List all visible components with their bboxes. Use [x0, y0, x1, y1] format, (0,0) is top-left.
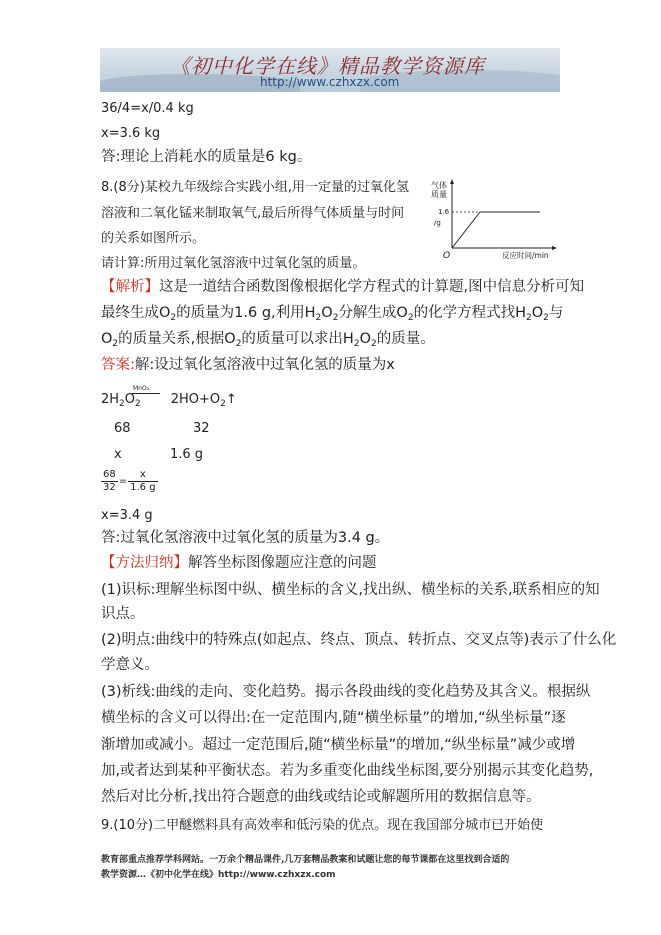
subscript: 2 — [119, 399, 125, 409]
analysis-text: 这是一道结合函数图像根据化学方程式的计算题,图中信息分析可知 — [159, 279, 585, 295]
text: 的质量为1.6 g,利用H — [176, 305, 316, 321]
subscript: 2 — [526, 313, 532, 323]
gas-mass-chart — [430, 176, 560, 260]
x-axis-arrow — [552, 246, 557, 250]
text: 的质量可以求出H — [241, 331, 354, 347]
text: O — [359, 331, 371, 347]
method-tag: 【方法归纳】 — [101, 555, 188, 571]
subscript: 2 — [353, 339, 360, 349]
subscript: 2 — [170, 313, 177, 323]
method-line: 识点。 — [101, 606, 145, 622]
header-banner — [100, 48, 560, 92]
method-line: 然后对比分析,找出符合题意的曲线或结论或解题所用的数据信息等。 — [101, 789, 541, 805]
text-line: x=3.4 g — [101, 508, 153, 523]
text: 的质量关系,根据O — [118, 331, 236, 347]
answer-tag: 答案: — [101, 357, 135, 373]
text-line: 答:理论上消耗水的质量是6 kg。 — [101, 149, 312, 165]
answer-text: 解:设过氧化氢溶液中过氧化氢的质量为x — [134, 357, 395, 373]
method-line: 加,或者达到某种平衡状态。若为多重变化曲线坐标图,要分别揭示其变化趋势, — [101, 763, 594, 779]
question-8-line: 请计算:所用过氧化氢溶液中过氧化氢的质量。 — [101, 256, 366, 271]
method-line: (2)明点:曲线中的特殊点(如起点、终点、顶点、转折点、交叉点等)表示了什么化 — [101, 632, 617, 648]
subscript: 2 — [315, 313, 322, 323]
catalyst-label: MnO₂ — [133, 385, 150, 392]
fraction-numerator: 68 — [103, 469, 116, 480]
analysis-line — [101, 331, 435, 353]
page-footer — [101, 853, 581, 883]
fraction-denominator: 1.6 g — [130, 482, 156, 493]
fraction-numerator: x — [128, 469, 157, 482]
text: O — [531, 305, 544, 321]
subscript: 2 — [407, 313, 414, 323]
text: 与 — [548, 305, 564, 321]
ratio-value: 68 — [114, 421, 131, 436]
gas-arrow-icon: ↑ — [225, 392, 237, 407]
y-axis-label-2: 质量 — [431, 190, 447, 199]
rise-segment — [452, 212, 480, 248]
equals-sign: = — [118, 476, 128, 487]
banner-title: 《初中化学在线》精品教学资源库 — [170, 54, 485, 78]
text-line: 36/4=x/0.4 kg — [101, 101, 194, 116]
subscript: 2 — [370, 339, 377, 349]
y-axis-label-1: 气体 — [431, 181, 447, 190]
subscript: 2 — [135, 399, 141, 409]
text: O — [124, 392, 136, 407]
text: O+O — [188, 392, 221, 407]
footer-line: 教育部重点推荐学科网站。一万余个精品课件,几万套精品教案和试题让您的每节课都在这里找到合适的 — [101, 855, 510, 865]
analysis-line — [101, 279, 584, 296]
question-8-line: 8.(8分)某校九年级综合实践小组,用一定量的过氧化氢 — [101, 180, 409, 195]
subscript: 2 — [235, 339, 242, 349]
subscript: 2 — [543, 313, 549, 323]
question-8-line: 溶液和二氧化锰来制取氧气,最后所得气体质量与时间 — [101, 206, 405, 221]
method-line: 学意义。 — [101, 657, 159, 673]
banner-url[interactable]: http://www.czhxzx.com — [260, 75, 400, 89]
text: 2H — [170, 392, 189, 407]
method-line: 横坐标的含义可以得出:在一定范围内,随“横坐标量”的增加,“纵坐标量”逐 — [101, 710, 566, 726]
origin-label: O — [443, 251, 451, 260]
question-8-line: 的关系如图所示。 — [101, 231, 206, 246]
subscript: 2 — [112, 339, 119, 349]
method-line: (1)识标:理解坐标图中纵、横坐标的含义,找出纵、横坐标的关系,联系相应的知 — [101, 582, 600, 598]
subscript: 2 — [332, 313, 339, 323]
question-9-line: 9.(10分)二甲醚燃料具有高效率和低污染的优点。现在我国部分城市已开始使 — [101, 818, 544, 833]
text: 的化学方程式找H — [413, 305, 526, 321]
proportion-fraction — [101, 469, 158, 494]
text: O — [321, 305, 333, 321]
text: 最终生成O — [101, 305, 171, 321]
method-text: 解答坐标图像题应注意的问题 — [188, 555, 377, 571]
text: O — [101, 331, 113, 347]
ratio-value: x — [114, 447, 122, 462]
text-line: x=3.6 kg — [101, 126, 161, 141]
ratio-value: 32 — [193, 421, 210, 436]
method-summary-line — [101, 555, 377, 572]
answer-line — [101, 357, 395, 374]
text: 分解生成O — [338, 305, 408, 321]
y-tick-label: 1.6 — [438, 208, 450, 216]
chemical-equation — [101, 391, 237, 413]
method-line: (3)析线:曲线的走向、变化趋势。揭示各段曲线的变化趋势及其含义。根据纵 — [101, 684, 591, 700]
y-axis-arrow — [450, 179, 454, 184]
text-line: 答:过氧化氢溶液中过氧化氢的质量为3.4 g。 — [101, 530, 390, 546]
fraction-denominator: 32 — [103, 482, 116, 493]
analysis-line — [101, 305, 563, 327]
ratio-value: 1.6 g — [170, 447, 204, 462]
method-line: 渐增加或减小。超过一定范围后,随“横坐标量”的增加,“纵坐标量”减少或增 — [101, 737, 576, 753]
analysis-tag: 【解析】 — [101, 279, 159, 295]
subscript: 2 — [220, 399, 226, 409]
text: 的质量。 — [376, 331, 435, 347]
text: 2H — [101, 392, 120, 407]
x-axis-label: 反应时间/min — [502, 251, 549, 260]
y-axis-label-4: /g — [434, 219, 441, 227]
footer-line: 教学资源…《初中化学在线》http://www.czhxzx.com — [101, 870, 336, 880]
